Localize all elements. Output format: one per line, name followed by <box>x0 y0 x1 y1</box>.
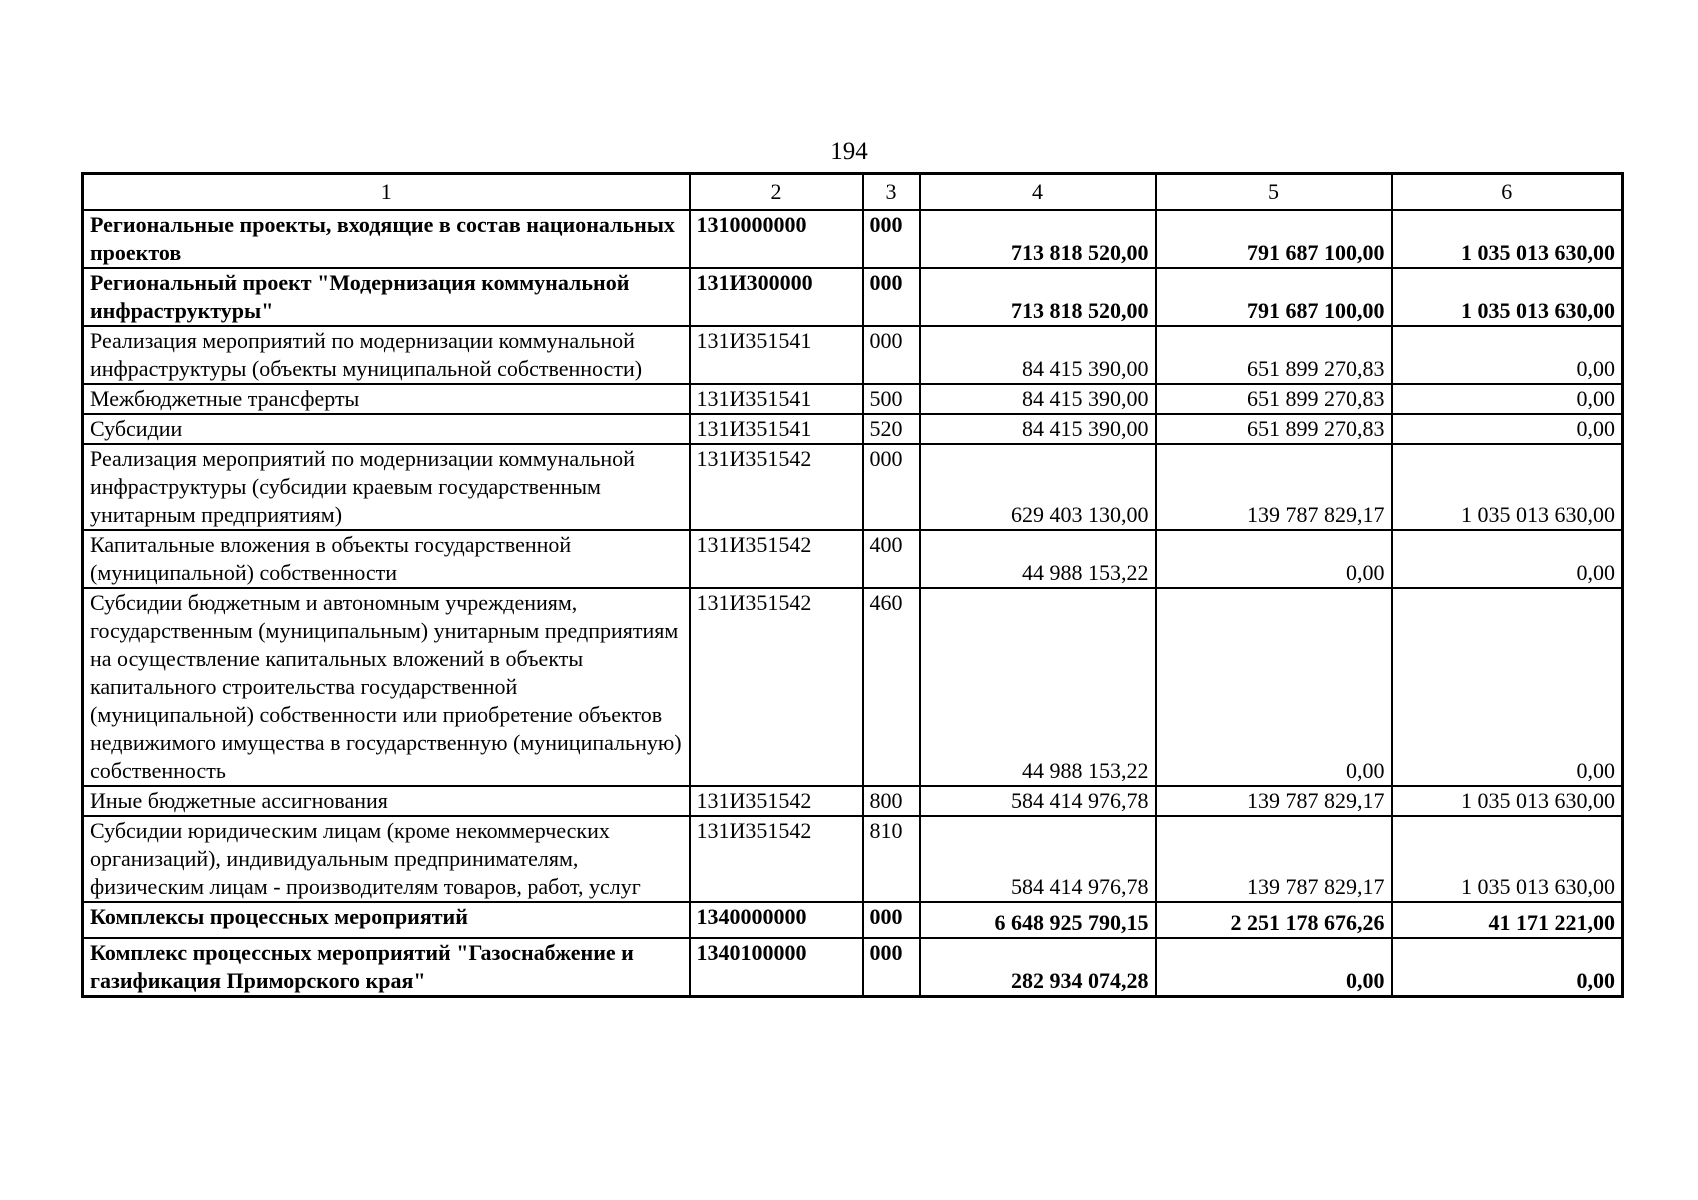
column-header: 4 <box>920 174 1156 211</box>
row-code: 131И351541 <box>690 414 863 444</box>
row-amount-col5: 0,00 <box>1156 588 1392 786</box>
row-amount-col4: 282 934 074,28 <box>920 938 1156 997</box>
row-amount-col6: 1 035 013 630,00 <box>1392 444 1623 530</box>
table-row <box>83 588 1623 786</box>
row-amount-col5: 139 787 829,17 <box>1156 816 1392 902</box>
row-name: Межбюджетные трансферты <box>83 384 690 414</box>
row-amount-col4: 584 414 976,78 <box>920 786 1156 816</box>
row-code: 131И351542 <box>690 816 863 902</box>
table-row <box>83 786 1623 816</box>
row-expense-type: 520 <box>863 414 920 444</box>
table-row <box>83 816 1623 902</box>
column-header: 6 <box>1392 174 1623 211</box>
row-amount-col5: 651 899 270,83 <box>1156 326 1392 384</box>
row-expense-type: 000 <box>863 268 920 326</box>
table-row <box>83 268 1623 326</box>
row-amount-col4: 44 988 153,22 <box>920 588 1156 786</box>
row-amount-col4: 713 818 520,00 <box>920 210 1156 268</box>
row-amount-col5: 0,00 <box>1156 530 1392 588</box>
row-expense-type: 000 <box>863 444 920 530</box>
row-amount-col6: 0,00 <box>1392 384 1623 414</box>
row-name: Реализация мероприятий по модернизации коммунальной инфраструктуры (субсидии краевым государственным унитарным предприятиям) <box>83 444 690 530</box>
column-header: 2 <box>690 174 863 211</box>
row-amount-col4: 44 988 153,22 <box>920 530 1156 588</box>
row-name: Капитальные вложения в объекты государственной (муниципальной) собственности <box>83 530 690 588</box>
row-expense-type: 000 <box>863 210 920 268</box>
row-name: Субсидии <box>83 414 690 444</box>
row-code: 1340100000 <box>690 938 863 997</box>
row-amount-col4: 84 415 390,00 <box>920 384 1156 414</box>
table-row <box>83 938 1623 997</box>
row-code: 131И351542 <box>690 444 863 530</box>
row-expense-type: 400 <box>863 530 920 588</box>
table-row <box>83 902 1623 938</box>
row-amount-col5: 651 899 270,83 <box>1156 384 1392 414</box>
table-row <box>83 210 1623 268</box>
row-name: Субсидии юридическим лицам (кроме некоммерческих организаций), индивидуальным предпринимателям, физическим лицам - производителям товаров, работ, услуг <box>83 816 690 902</box>
row-expense-type: 000 <box>863 326 920 384</box>
row-amount-col5: 0,00 <box>1156 938 1392 997</box>
row-amount-col5: 651 899 270,83 <box>1156 414 1392 444</box>
row-amount-col4: 84 415 390,00 <box>920 326 1156 384</box>
row-expense-type: 000 <box>863 938 920 997</box>
row-amount-col6: 0,00 <box>1392 326 1623 384</box>
row-amount-col6: 1 035 013 630,00 <box>1392 268 1623 326</box>
row-code: 131И351541 <box>690 384 863 414</box>
row-amount-col6: 1 035 013 630,00 <box>1392 210 1623 268</box>
row-amount-col5: 139 787 829,17 <box>1156 786 1392 816</box>
row-expense-type: 000 <box>863 902 920 938</box>
table-row <box>83 444 1623 530</box>
row-name: Региональный проект "Модернизация коммунальной инфраструктуры" <box>83 268 690 326</box>
row-amount-col6: 0,00 <box>1392 530 1623 588</box>
row-name: Комплекс процессных мероприятий "Газоснабжение и газификация Приморского края" <box>83 938 690 997</box>
row-amount-col6: 41 171 221,00 <box>1392 902 1623 938</box>
column-header: 1 <box>83 174 690 211</box>
table-row <box>83 326 1623 384</box>
row-name: Иные бюджетные ассигнования <box>83 786 690 816</box>
row-amount-col4: 84 415 390,00 <box>920 414 1156 444</box>
header-row <box>83 174 1623 211</box>
row-amount-col4: 713 818 520,00 <box>920 268 1156 326</box>
row-code: 131И300000 <box>690 268 863 326</box>
row-amount-col6: 0,00 <box>1392 938 1623 997</box>
row-amount-col4: 584 414 976,78 <box>920 816 1156 902</box>
row-name: Реализация мероприятий по модернизации коммунальной инфраструктуры (объекты муниципальной собственности) <box>83 326 690 384</box>
column-header: 5 <box>1156 174 1392 211</box>
row-amount-col5: 2 251 178 676,26 <box>1156 902 1392 938</box>
row-amount-col5: 791 687 100,00 <box>1156 268 1392 326</box>
table-row <box>83 384 1623 414</box>
row-amount-col4: 6 648 925 790,15 <box>920 902 1156 938</box>
column-header: 3 <box>863 174 920 211</box>
row-expense-type: 800 <box>863 786 920 816</box>
row-code: 1340000000 <box>690 902 863 938</box>
row-code: 131И351542 <box>690 530 863 588</box>
page-number: 194 <box>830 138 868 165</box>
row-amount-col4: 629 403 130,00 <box>920 444 1156 530</box>
row-amount-col6: 0,00 <box>1392 588 1623 786</box>
row-code: 1310000000 <box>690 210 863 268</box>
row-amount-col5: 791 687 100,00 <box>1156 210 1392 268</box>
row-amount-col6: 1 035 013 630,00 <box>1392 816 1623 902</box>
row-code: 131И351542 <box>690 786 863 816</box>
row-name: Региональные проекты, входящие в состав национальных проектов <box>83 210 690 268</box>
row-name: Субсидии бюджетным и автономным учреждениям, государственным (муниципальным) унитарным предприятиям на осуществление капитальных вложений в объекты капитального строительства государственной (муниципальной) собственности или приобретение объектов недвижимого имущества в государственную (муниципальную) собственность <box>83 588 690 786</box>
row-expense-type: 810 <box>863 816 920 902</box>
budget-table <box>81 172 1624 998</box>
row-amount-col6: 0,00 <box>1392 414 1623 444</box>
row-expense-type: 500 <box>863 384 920 414</box>
row-name: Комплексы процессных мероприятий <box>83 902 690 938</box>
row-amount-col5: 139 787 829,17 <box>1156 444 1392 530</box>
row-expense-type: 460 <box>863 588 920 786</box>
row-code: 131И351541 <box>690 326 863 384</box>
row-amount-col6: 1 035 013 630,00 <box>1392 786 1623 816</box>
table-body <box>83 210 1623 997</box>
row-code: 131И351542 <box>690 588 863 786</box>
table-row <box>83 414 1623 444</box>
table-row <box>83 530 1623 588</box>
